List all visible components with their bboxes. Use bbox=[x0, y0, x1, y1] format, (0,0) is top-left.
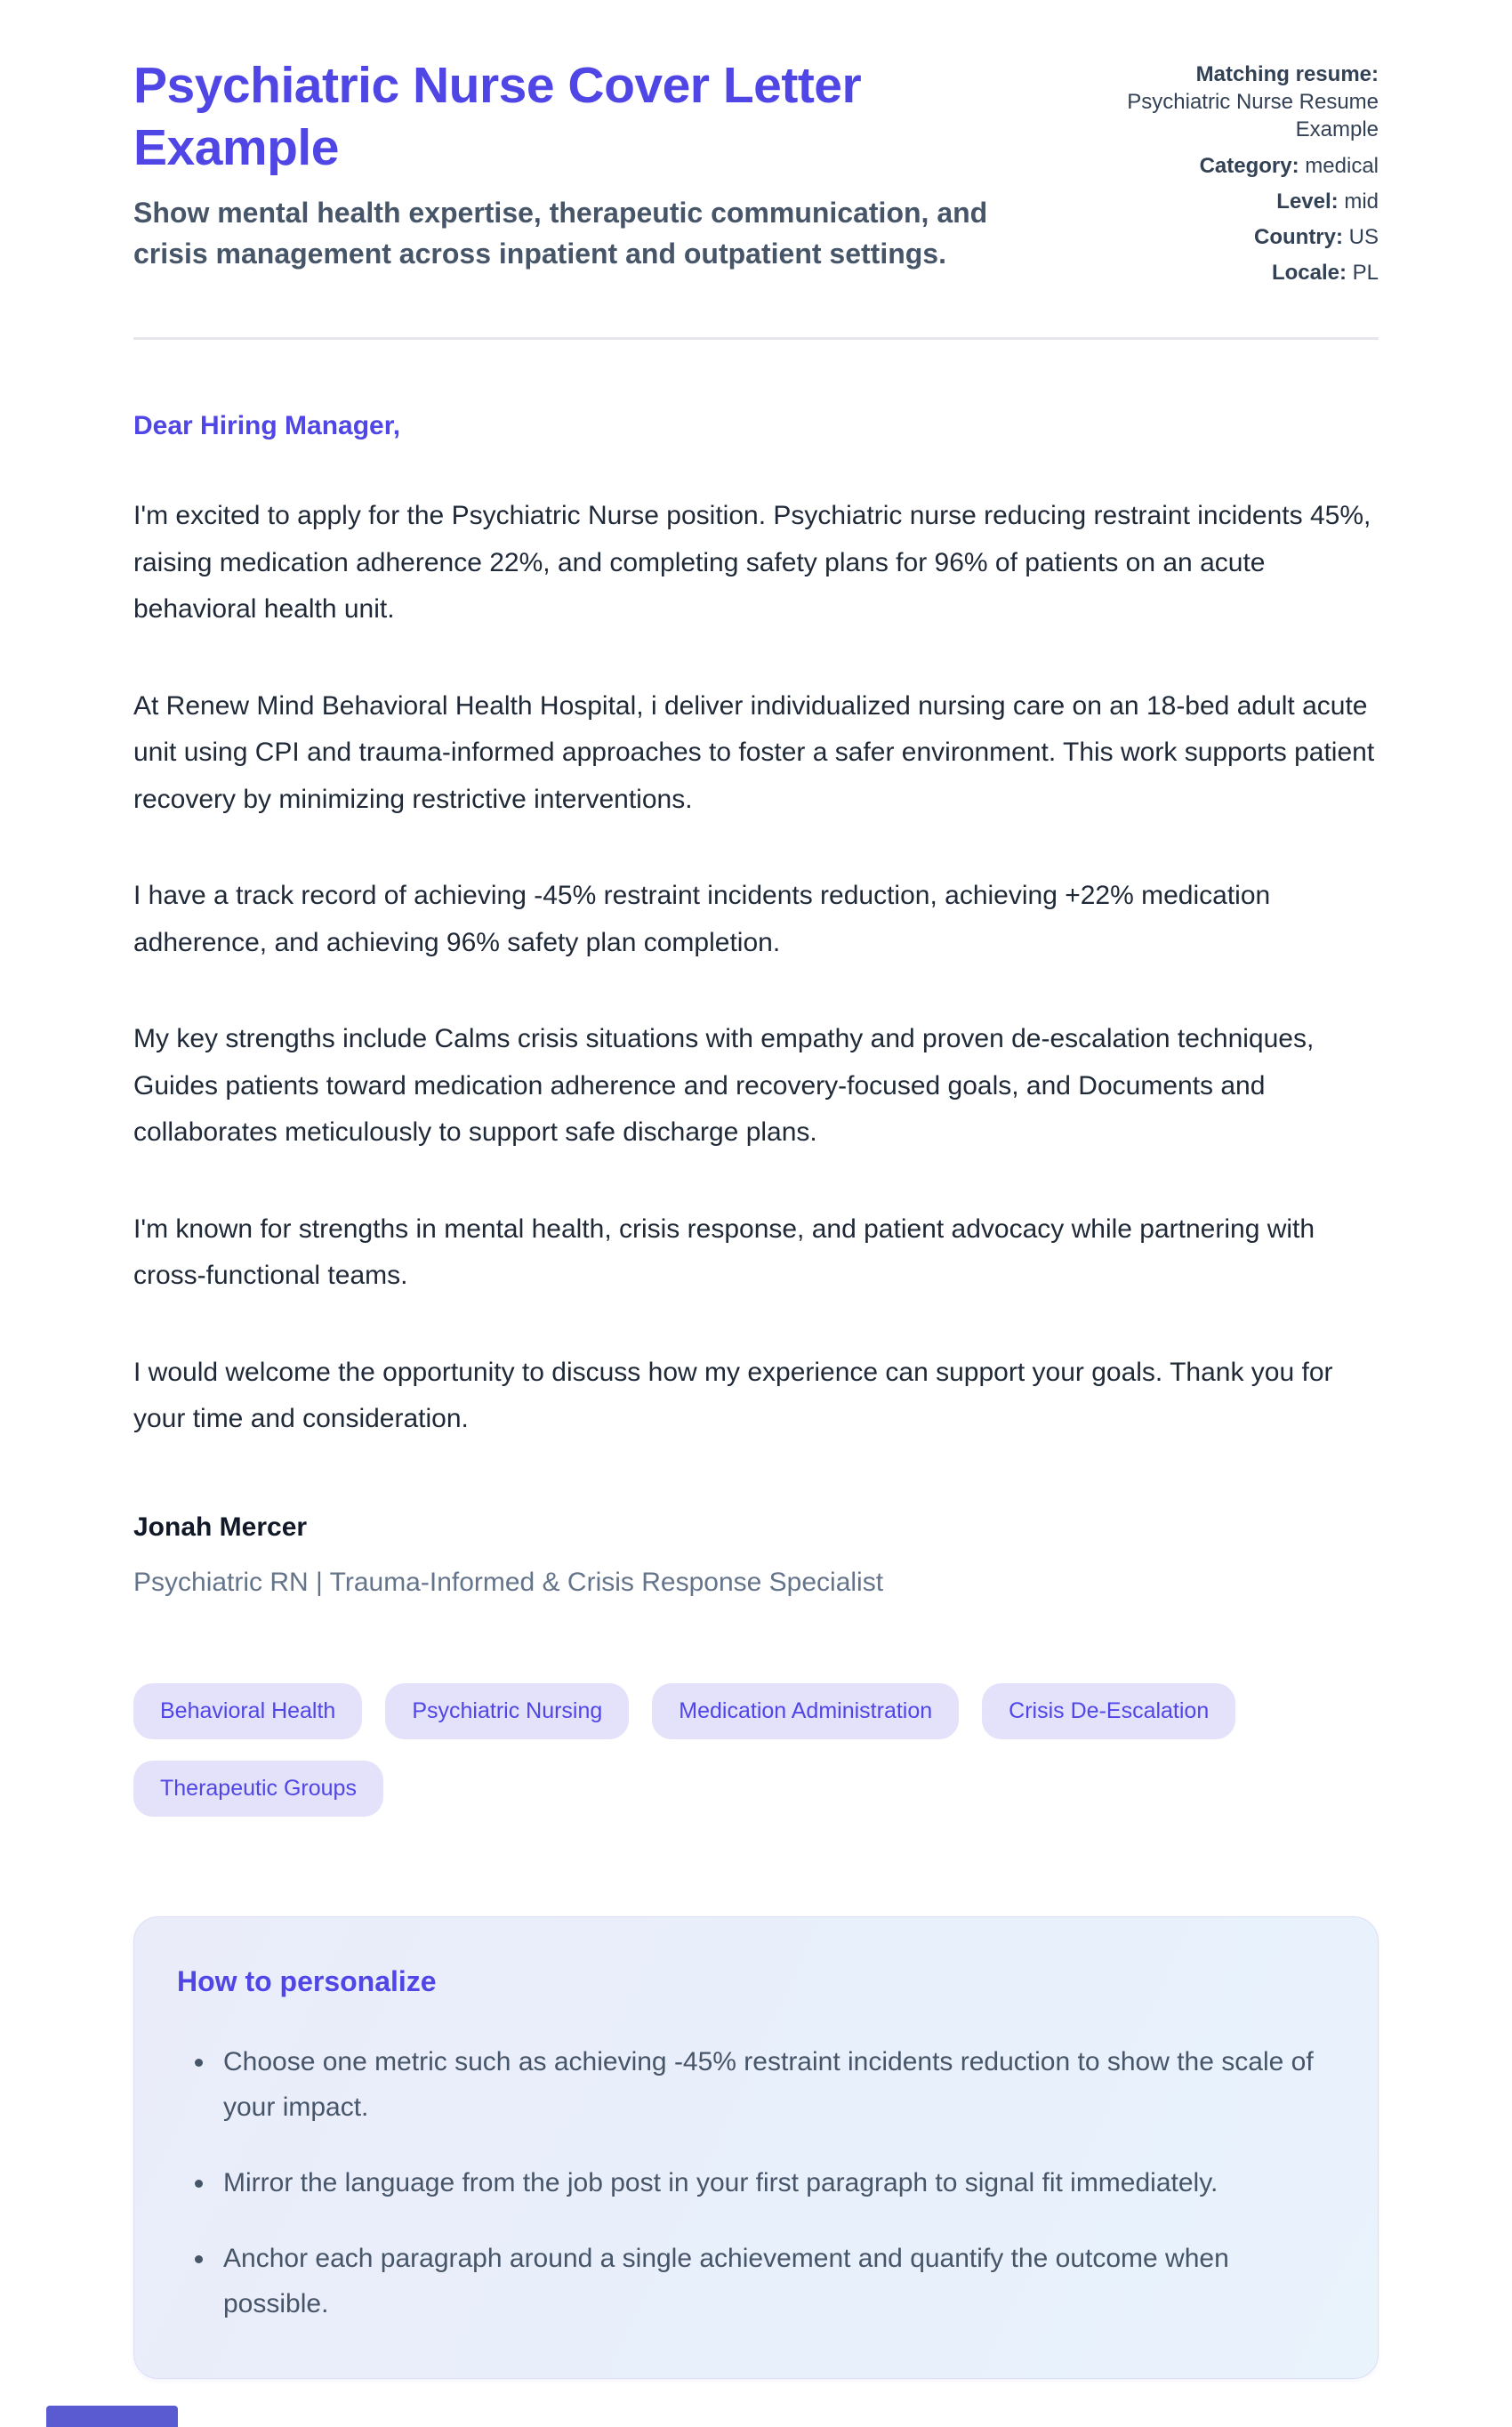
cover-letter-page bbox=[133, 0, 1379, 2379]
letter-paragraph: I have a track record of achieving -45% restraint incidents reduction, achieving +22% medication adherence, and achieving 96% safety plan completion. bbox=[133, 881, 1271, 957]
personalize-bullet: • Anchor each paragraph around a single achievement and quantify the outcome when possible. bbox=[216, 2236, 1335, 2326]
footer-accent-bar bbox=[46, 2406, 178, 2427]
meta-item-category bbox=[1103, 152, 1379, 180]
page-header bbox=[133, 55, 1379, 294]
letter-paragraph: At Renew Mind Behavioral Health Hospital, i deliver individualized nursing care on an 18-bed adult acute unit using CPI and trauma-informed approaches to foster a safer environment. This work supports patient recovery by minimizing restrictive interventions. bbox=[133, 690, 1375, 814]
meta-value: medical bbox=[1305, 153, 1379, 178]
meta-label: Country: bbox=[1254, 224, 1343, 249]
signature-name: Jonah Mercer bbox=[133, 1512, 308, 1542]
tag-pill-medication-administration[interactable]: Medication Administration bbox=[652, 1683, 959, 1739]
tag-pill-therapeutic-groups[interactable]: Therapeutic Groups bbox=[133, 1761, 383, 1817]
meta-panel bbox=[1103, 55, 1379, 294]
personalize-bullet: • Mirror the language from the job post in your first paragraph to signal fit immediately. bbox=[216, 2160, 1335, 2205]
letter-paragraph: My key strengths include Calms crisis situations with empathy and proven de-escalation techniques, Guides patients toward medication adherence and recovery-focused goals, and Documents and collaborates meticulously to support safe discharge plans. bbox=[133, 1024, 1315, 1148]
letter-paragraph: I'm excited to apply for the Psychiatric Nurse position. Psychiatric nurse reducing restraint incidents 45%, raising medication adherence 22%, and completing safety plans for 96% of patients on an acute behavioral health unit. bbox=[133, 501, 1371, 625]
page-title: Psychiatric Nurse Cover Letter Example bbox=[133, 57, 862, 176]
tag-pill-behavioral-health[interactable]: Behavioral Health bbox=[133, 1683, 362, 1739]
meta-item-matching-resume bbox=[1103, 60, 1379, 144]
header-divider bbox=[133, 337, 1379, 340]
meta-label: Locale: bbox=[1271, 261, 1347, 286]
personalize-heading: How to personalize bbox=[177, 1964, 437, 1997]
header-title-block bbox=[133, 55, 1067, 274]
meta-label: Matching resume: bbox=[1195, 62, 1379, 86]
meta-item-level bbox=[1103, 188, 1379, 215]
personalize-bullet-list bbox=[177, 2039, 1335, 2326]
tag-pill-crisis-de-escalation[interactable]: Crisis De-Escalation bbox=[982, 1683, 1235, 1739]
letter-paragraph: I'm known for strengths in mental health, crisis response, and patient advocacy while partnering with cross-functional teams. bbox=[133, 1214, 1315, 1291]
personalize-card bbox=[133, 1916, 1379, 2379]
meta-item-country bbox=[1103, 223, 1379, 251]
meta-value: PL bbox=[1352, 261, 1379, 286]
meta-value: US bbox=[1348, 224, 1379, 249]
letter-paragraph: I would welcome the opportunity to discuss how my experience can support your goals. Thank you for your time and consideration. bbox=[133, 1357, 1333, 1434]
meta-label: Level: bbox=[1276, 189, 1339, 214]
tag-list bbox=[133, 1683, 1245, 1817]
personalize-bullet: • Choose one metric such as achieving -45% restraint incidents reduction to show the scale of your impact. bbox=[216, 2039, 1335, 2130]
meta-value: Psychiatric Nurse Resume Example bbox=[1127, 90, 1379, 142]
meta-label: Category: bbox=[1199, 153, 1299, 178]
letter-body bbox=[133, 411, 1379, 1598]
page-subtitle: Show mental health expertise, therapeutic communication, and crisis management across inpatient and outpatient settings. bbox=[133, 197, 988, 270]
meta-value: mid bbox=[1344, 189, 1379, 214]
meta-item-locale bbox=[1103, 259, 1379, 286]
signature-role: Psychiatric RN | Trauma-Informed & Crisis Response Specialist bbox=[133, 1567, 884, 1597]
letter-greeting: Dear Hiring Manager, bbox=[133, 411, 401, 441]
tag-pill-psychiatric-nursing[interactable]: Psychiatric Nursing bbox=[385, 1683, 629, 1739]
